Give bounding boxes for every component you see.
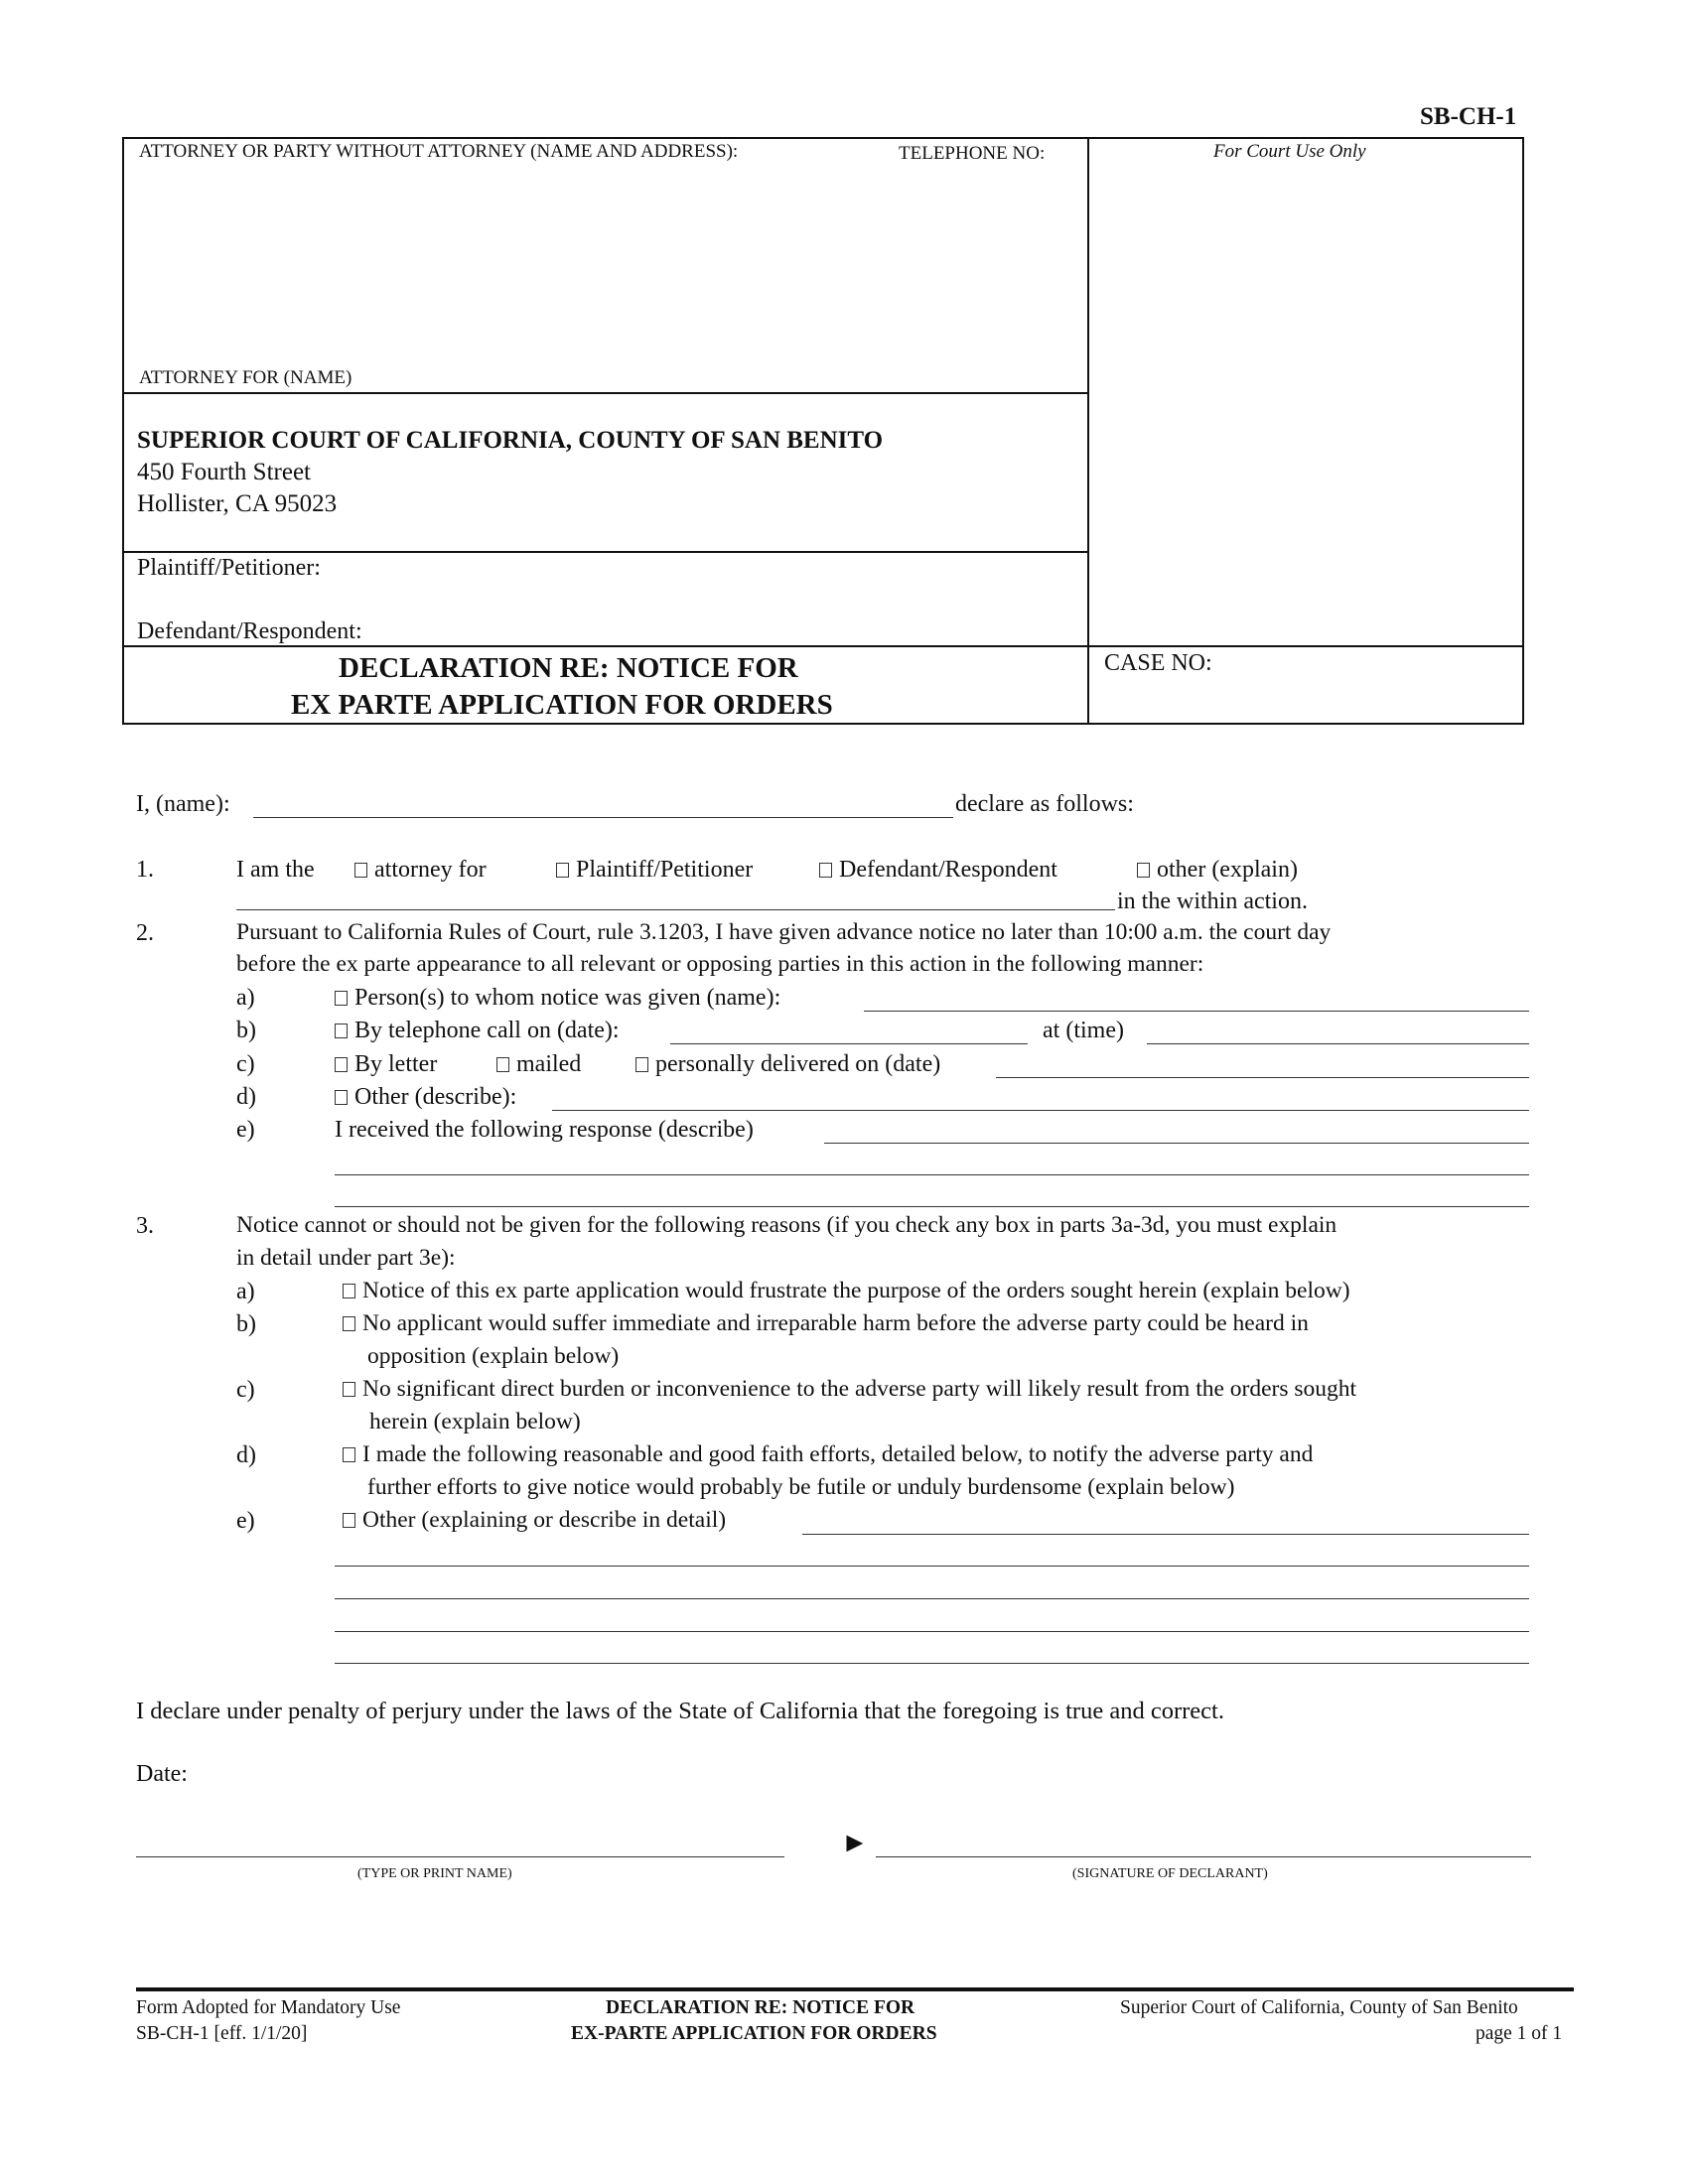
item2d-label[interactable]: Other (describe):: [335, 1085, 516, 1109]
item2b-date-field[interactable]: [670, 1043, 1028, 1044]
attorney-label: ATTORNEY OR PARTY WITHOUT ATTORNEY (NAME AND ADDRESS):: [139, 141, 739, 162]
item3e-checkbox[interactable]: [343, 1513, 355, 1528]
item1-option-other[interactable]: other (explain): [1137, 858, 1298, 882]
item1-lead: I am the: [236, 857, 315, 883]
item2b-time-label: at (time): [1043, 1018, 1124, 1043]
court-use-area: [1092, 169, 1519, 635]
item1-explain-field[interactable]: [236, 909, 1115, 910]
caption-divider-court: [122, 551, 1088, 553]
item3d-text2: further efforts to give notice would probably be futile or unduly burdensome (explain below): [367, 1474, 1235, 1500]
date-label: Date:: [136, 1761, 188, 1787]
item2d-field[interactable]: [552, 1110, 1529, 1111]
plaintiff-checkbox[interactable]: [556, 863, 569, 878]
item2e-letter: e): [236, 1117, 255, 1143]
form-id: SB-CH-1: [1420, 103, 1517, 130]
footer-right-line1: Superior Court of California, County of San Benito: [1120, 1997, 1518, 2018]
signature-caption: (SIGNATURE OF DECLARANT): [1072, 1866, 1268, 1881]
item2-number: 2.: [136, 920, 154, 946]
case-no-field[interactable]: [1221, 650, 1519, 720]
footer-left-line2: SB-CH-1 [eff. 1/1/20]: [136, 2023, 308, 2044]
attorney-name-address-field[interactable]: [129, 169, 1077, 357]
item3a-checkbox[interactable]: [343, 1284, 355, 1298]
attorney-checkbox[interactable]: [354, 863, 367, 878]
case-no-label: CASE NO:: [1104, 650, 1212, 676]
item3e-field-4[interactable]: [335, 1631, 1529, 1632]
item3d-label[interactable]: I made the following reasonable and good faith efforts, detailed below, to notify the adverse party and: [343, 1443, 1313, 1467]
item3d-letter: d): [236, 1442, 256, 1468]
court-street: 450 Fourth Street: [137, 459, 311, 485]
signature-arrow: ►: [841, 1828, 869, 1858]
item2a-letter: a): [236, 985, 255, 1011]
item3c-letter: c): [236, 1377, 255, 1403]
print-name-caption: (TYPE OR PRINT NAME): [357, 1866, 512, 1881]
item3d-checkbox[interactable]: [343, 1447, 355, 1462]
item2a-checkbox[interactable]: [335, 991, 348, 1006]
other-checkbox[interactable]: [1137, 863, 1150, 878]
print-name-field[interactable]: [136, 1856, 784, 1857]
item3-number: 3.: [136, 1213, 154, 1239]
item2b-time-field[interactable]: [1147, 1043, 1529, 1044]
item3b-letter: b): [236, 1311, 256, 1337]
item2c-checkbox[interactable]: [335, 1057, 348, 1072]
item3a-letter: a): [236, 1279, 255, 1304]
item2c-mailed[interactable]: mailed: [496, 1052, 581, 1076]
court-name: SUPERIOR COURT OF CALIFORNIA, COUNTY OF SAN BENITO: [137, 427, 884, 454]
item2c-label[interactable]: By letter: [335, 1052, 437, 1076]
defendant-checkbox[interactable]: [819, 863, 832, 878]
attorney-for-label: ATTORNEY FOR (NAME): [139, 367, 352, 388]
mailed-checkbox[interactable]: [496, 1057, 509, 1072]
caption-divider-title: [122, 645, 1524, 647]
footer-rule: [136, 1987, 1574, 1991]
item2c-delivered[interactable]: personally delivered on (date): [635, 1052, 940, 1076]
caption-divider-vertical: [1087, 137, 1089, 725]
intro-prefix: I, (name):: [136, 791, 230, 817]
court-city: Hollister, CA 95023: [137, 490, 338, 517]
item3-line1: Notice cannot or should not be given for the following reasons (if you check any box in parts 3a-3d, you must explain: [236, 1212, 1337, 1238]
item3c-text2: herein (explain below): [369, 1409, 581, 1434]
item1-option-attorney[interactable]: attorney for: [354, 858, 487, 882]
item3c-label[interactable]: No significant direct burden or inconvenience to the adverse party will likely result from the orders sought: [343, 1378, 1356, 1402]
plaintiff-label: Plaintiff/Petitioner:: [137, 555, 321, 581]
court-use-label: For Court Use Only: [1213, 141, 1366, 162]
caption-divider-attorney: [122, 392, 1088, 394]
item2a-label[interactable]: Person(s) to whom notice was given (name):: [335, 986, 780, 1010]
item3b-checkbox[interactable]: [343, 1316, 355, 1331]
item2-line2: before the ex parte appearance to all relevant or opposing parties in this action in the following manner:: [236, 951, 1204, 977]
form-title-line1: DECLARATION RE: NOTICE FOR: [339, 652, 798, 684]
item1-option-defendant[interactable]: Defendant/Respondent: [819, 858, 1057, 882]
item2d-checkbox[interactable]: [335, 1090, 348, 1105]
item2e-field-1[interactable]: [824, 1143, 1529, 1144]
item2c-letter: c): [236, 1051, 255, 1077]
item1-tail: in the within action.: [1117, 888, 1308, 914]
item2b-label[interactable]: By telephone call on (date):: [335, 1019, 620, 1042]
item3b-label[interactable]: No applicant would suffer immediate and irreparable harm before the adverse party could be heard in: [343, 1312, 1309, 1336]
delivered-checkbox[interactable]: [635, 1057, 648, 1072]
intro-suffix: declare as follows:: [955, 791, 1134, 817]
declarant-name-field[interactable]: [253, 817, 953, 818]
item3e-label[interactable]: Other (explaining or describe in detail): [343, 1509, 726, 1533]
footer-center-line1: DECLARATION RE: NOTICE FOR: [606, 1997, 915, 2018]
defendant-label: Defendant/Respondent:: [137, 618, 362, 644]
item3-line2: in detail under part 3e):: [236, 1245, 456, 1271]
footer-center-line2: EX-PARTE APPLICATION FOR ORDERS: [571, 2023, 937, 2044]
item2c-date-field[interactable]: [996, 1077, 1529, 1078]
item2a-field[interactable]: [864, 1011, 1529, 1012]
item2b-checkbox[interactable]: [335, 1024, 348, 1038]
item2e-field-2[interactable]: [335, 1174, 1529, 1175]
item3b-text2: opposition (explain below): [367, 1343, 620, 1369]
footer-left-line1: Form Adopted for Mandatory Use: [136, 1997, 401, 2018]
perjury-statement: I declare under penalty of perjury under the laws of the State of California that the foregoing is true and correct.: [136, 1698, 1224, 1724]
item3a-label[interactable]: Notice of this ex parte application would frustrate the purpose of the orders sought herein (explain below): [343, 1280, 1350, 1303]
item3e-field-1[interactable]: [802, 1534, 1529, 1535]
item1-option-plaintiff[interactable]: Plaintiff/Petitioner: [556, 858, 753, 882]
item3e-field-3[interactable]: [335, 1598, 1529, 1599]
item2b-letter: b): [236, 1018, 256, 1043]
item3e-field-5[interactable]: [335, 1663, 1529, 1664]
item2-line1: Pursuant to California Rules of Court, rule 3.1203, I have given advance notice no later than 10:00 a.m. the court day: [236, 919, 1332, 945]
form-title-line2: EX PARTE APPLICATION FOR ORDERS: [291, 689, 833, 721]
telephone-label: TELEPHONE NO:: [899, 143, 1046, 164]
signature-field[interactable]: [876, 1856, 1531, 1857]
item3e-field-2[interactable]: [335, 1566, 1529, 1567]
item1-number: 1.: [136, 857, 154, 883]
item2e-label: I received the following response (describe): [335, 1117, 754, 1143]
footer-right-line2: page 1 of 1: [1476, 2023, 1563, 2044]
item3e-letter: e): [236, 1508, 255, 1534]
item3c-checkbox[interactable]: [343, 1382, 355, 1397]
item2e-field-3[interactable]: [335, 1206, 1529, 1207]
item2d-letter: d): [236, 1084, 256, 1110]
